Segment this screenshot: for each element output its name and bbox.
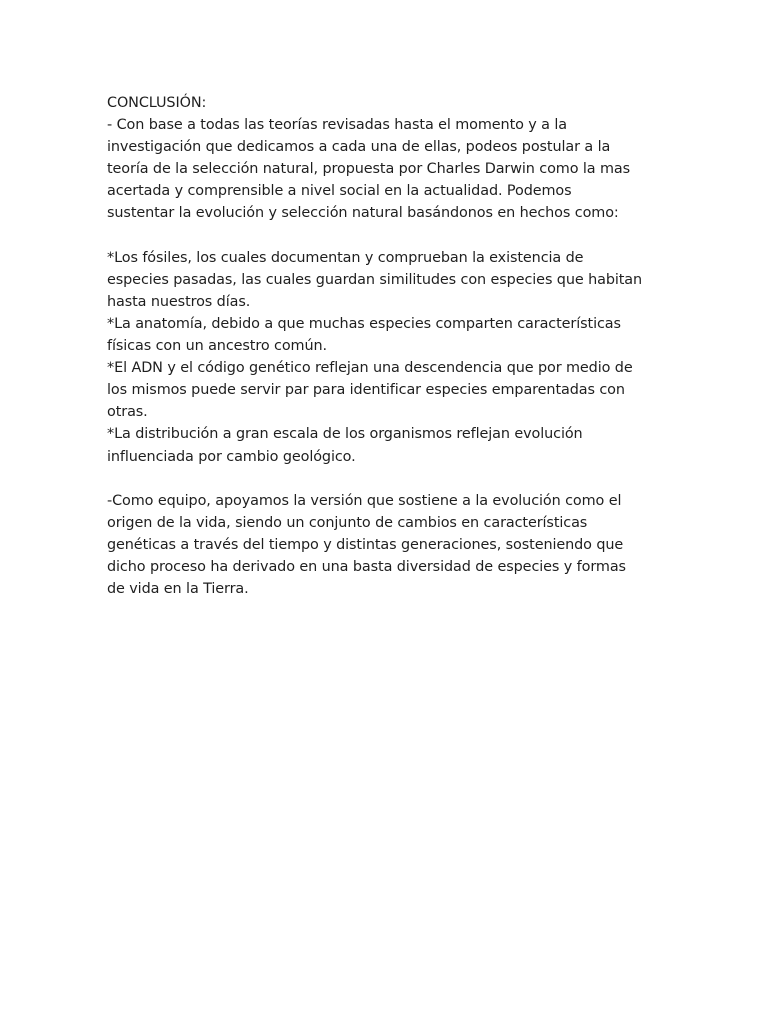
paragraph-team-position <box>107 490 687 600</box>
paragraph-line: hasta nuestros días. <box>107 293 251 310</box>
paragraph-line: de vida en la Tierra. <box>107 581 249 598</box>
paragraph-line: especies pasadas, las cuales guardan similitudes con especies que habitan <box>107 271 643 288</box>
paragraph-line: investigación que dedicamos a cada una de ellas, podeos postular a la <box>107 139 611 156</box>
paragraph-line: físicas con un ancestro común. <box>107 338 327 355</box>
paragraph-spacer <box>107 468 687 490</box>
paragraph-evidence-list <box>107 247 687 468</box>
paragraph-line: - Con base a todas las teorías revisadas hasta el momento y a la <box>107 117 567 134</box>
paragraph-line: teoría de la selección natural, propuesta por Charles Darwin como la mas <box>107 161 631 178</box>
paragraph-line: *La distribución a gran escala de los organismos reflejan evolución <box>107 426 583 443</box>
paragraph-line: acertada y comprensible a nivel social en la actualidad. Podemos <box>107 183 572 200</box>
paragraph-line: origen de la vida, siendo un conjunto de cambios en características <box>107 514 588 531</box>
paragraph-line: *El ADN y el código genético reflejan una descendencia que por medio de <box>107 360 633 377</box>
paragraph-line: dicho proceso ha derivado en una basta diversidad de especies y formas <box>107 558 626 575</box>
paragraph-line: *Los fósiles, los cuales documentan y comprueban la existencia de <box>107 249 584 266</box>
document-heading: CONCLUSIÓN: <box>107 95 207 111</box>
paragraph-spacer <box>107 225 687 247</box>
paragraph-line: -Como equipo, apoyamos la versión que sostiene a la evolución como el <box>107 492 622 509</box>
document-body <box>107 92 687 600</box>
paragraph-line: otras. <box>107 404 148 421</box>
paragraph-line: genéticas a través del tiempo y distintas generaciones, sosteniendo que <box>107 536 624 553</box>
paragraph-line: los mismos puede servir par para identificar especies emparentadas con <box>107 382 625 399</box>
paragraph-intro <box>107 114 687 224</box>
paragraph-line: sustentar la evolución y selección natural basándonos en hechos como: <box>107 205 619 222</box>
paragraph-line: influenciada por cambio geológico. <box>107 448 356 465</box>
paragraph-line: *La anatomía, debido a que muchas especies comparten características <box>107 315 621 332</box>
